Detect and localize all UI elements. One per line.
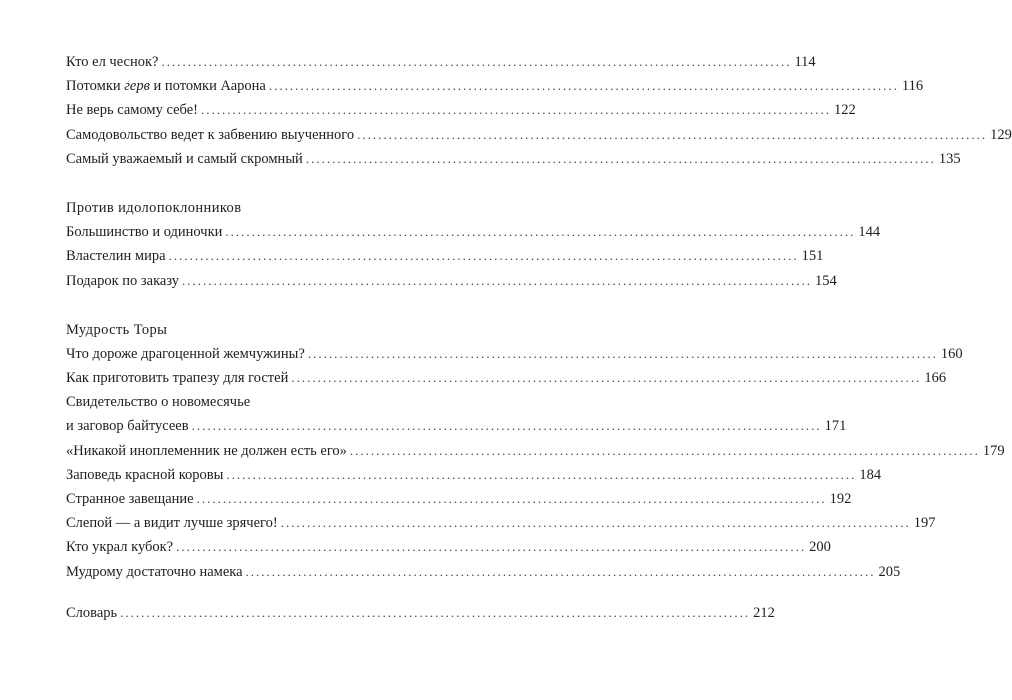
entry-title: Кто ел чеснок?: [66, 54, 159, 70]
dot-leader: ........................................................................................................................: [120, 604, 751, 620]
toc-entry: [66, 414, 847, 438]
toc-entry: [66, 560, 901, 584]
entry-title-italic: герв: [124, 78, 150, 95]
toc-entry: [66, 123, 1012, 147]
page-number: 144: [858, 224, 881, 241]
page-number: 154: [815, 272, 837, 289]
page-number: 212: [753, 604, 775, 621]
dot-leader: ........................................................................................................................: [291, 370, 922, 386]
toc-entry: [66, 269, 837, 293]
entry-title: Словарь: [66, 604, 118, 621]
entry-title: Мудрому достаточно намека: [66, 563, 243, 580]
toc-entry: [66, 98, 856, 122]
dot-leader: ........................................................................................................................: [307, 345, 938, 361]
toc-entry: [66, 342, 963, 366]
toc-entry: [66, 535, 831, 559]
toc-entry: [66, 439, 1005, 463]
page-number: 166: [924, 370, 947, 387]
toc-entry: [66, 50, 816, 74]
toc-entry: [66, 390, 400, 414]
dot-leader: ........................................................................................................................: [357, 126, 988, 142]
page-number: 197: [913, 515, 936, 532]
dot-leader: ........................................................................................................................: [182, 272, 813, 288]
dot-leader: ........................................................................................................................: [349, 442, 980, 458]
page-number: 151: [801, 248, 824, 265]
dot-leader: ........................................................................................................................: [191, 418, 822, 434]
toc-entry: [66, 487, 852, 511]
toc-entry: [66, 366, 947, 390]
page-number: 116: [901, 78, 924, 95]
entry-title: «Никакой иноплеменник не должен есть его»: [66, 442, 347, 459]
entry-title: Странное завещание: [66, 491, 194, 507]
dot-leader: ........................................................................................................................: [196, 491, 827, 506]
page-number: 122: [833, 102, 856, 119]
entry-title: Большинство и одиночки: [66, 224, 223, 241]
entry-title: Подарок по заказу: [66, 272, 180, 289]
entry-title: Слепой — а видит лучше зрячего!: [66, 515, 278, 532]
page-number: 179: [982, 442, 1005, 459]
toc-section: [66, 196, 881, 293]
toc-section: [66, 318, 1005, 584]
toc-entry-glossary: [66, 601, 775, 625]
page-number: 160: [940, 345, 963, 362]
entry-title-part: Потомки: [66, 78, 125, 95]
toc-entry: [66, 220, 881, 244]
dot-leader: ........................................................................................................................: [168, 248, 799, 264]
entry-title: Что дороже драгоценной жемчужины?: [66, 345, 305, 362]
entry-title: Заповедь красной коровы: [66, 466, 224, 483]
toc-entry: [66, 147, 961, 171]
table-of-contents: [66, 50, 1012, 625]
dot-leader: ........................................................................................................................: [305, 150, 936, 166]
section-heading: Против идолопоклонников: [66, 199, 242, 216]
entry-title: Самодовольство ведет к забвению выученного: [66, 126, 355, 143]
section-heading: Мудрость Торы: [66, 321, 168, 338]
dot-leader: ........................................................................................................................: [200, 102, 831, 118]
page-number: 184: [859, 466, 882, 483]
entry-title: Как приготовить трапезу для гостей: [66, 370, 289, 387]
toc-entry: [66, 463, 882, 487]
dot-leader: ........................................................................................................................: [176, 539, 807, 555]
page-number: 114: [794, 54, 816, 70]
entry-title: Не верь самому себе!: [66, 102, 198, 119]
page-number: 200: [809, 539, 831, 556]
page-number: 171: [824, 418, 847, 435]
entry-title: [66, 74, 266, 98]
page-number: 192: [829, 491, 852, 507]
dot-leader: ........................................................................................................................: [280, 515, 911, 531]
toc-entry: [66, 74, 924, 98]
toc-section: [66, 50, 1012, 171]
dot-leader: ........................................................................................................................: [245, 563, 876, 579]
dot-leader: ........................................................................................................................: [161, 54, 792, 69]
entry-title: Властелин мира: [66, 248, 166, 265]
toc-entry: [66, 511, 936, 535]
dot-leader: ........................................................................................................................: [225, 224, 856, 240]
entry-title-part: и потомки Аарона: [149, 78, 266, 95]
dot-leader: ........................................................................................................................: [268, 78, 899, 94]
page-number: 205: [878, 563, 901, 580]
page-number: 129: [990, 126, 1012, 143]
toc-entry: [66, 244, 824, 268]
entry-title: и заговор байтусеев: [66, 418, 189, 435]
dot-leader: ........................................................................................................................: [226, 466, 857, 482]
entry-title: Самый уважаемый и самый скромный: [66, 150, 303, 167]
page-number: 135: [938, 150, 961, 167]
entry-title: Свидетельство о новомесячье: [66, 394, 251, 411]
entry-title: Кто украл кубок?: [66, 539, 174, 556]
